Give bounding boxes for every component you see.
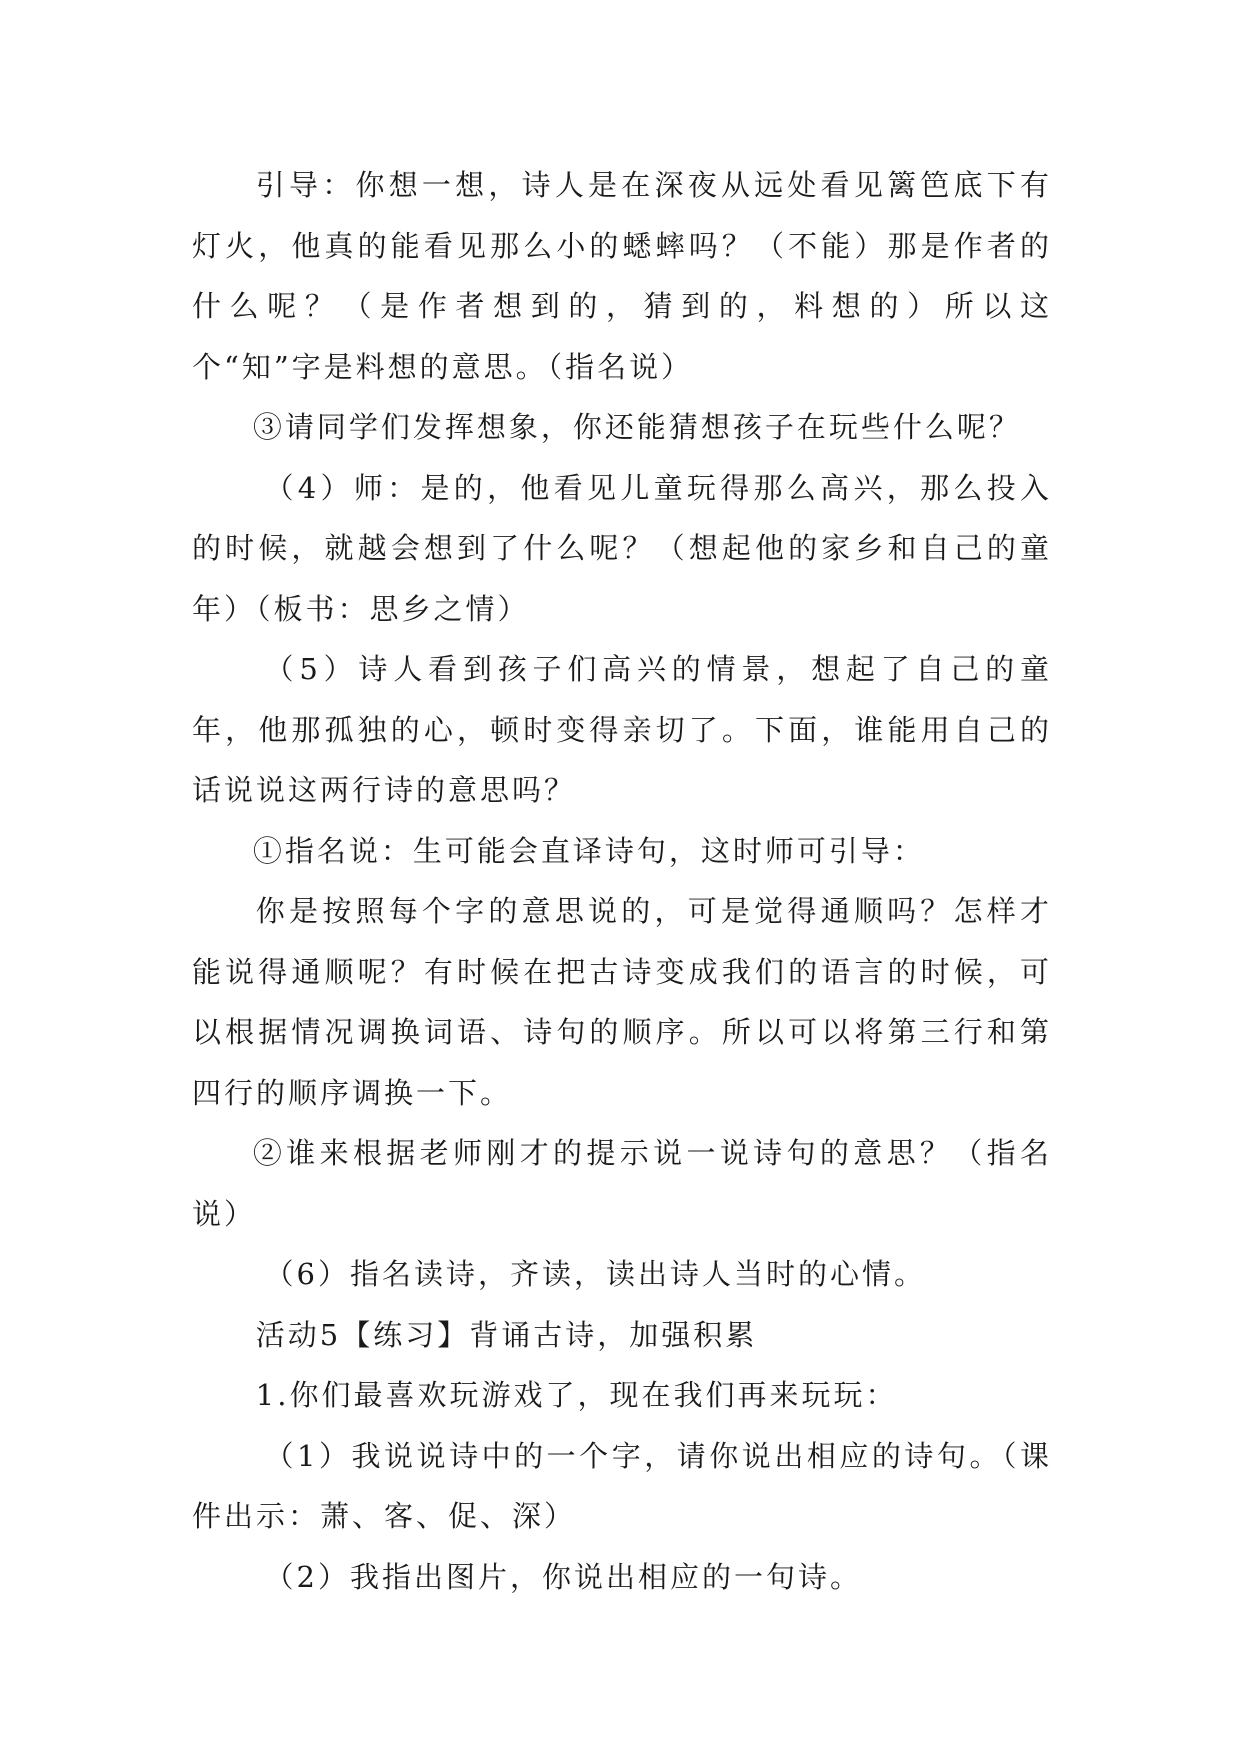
paragraph-activity-5-heading: 活动5【练习】背诵古诗，加强积累 <box>255 1317 758 1352</box>
paragraph-imagine-question: ③请同学们发挥想象，你还能猜想孩子在玩些什么呢？ <box>252 410 1021 444</box>
paragraph-step-6: （6）指名读诗，齐读，读出诗人当时的心情。 <box>264 1257 926 1291</box>
paragraph-step-5: （5）诗人看到孩子们高兴的情景，想起了自己的童年，他那孤独的心，顿时变得亲切了。下面，谁能用自己的话说说这两行诗的意思吗？ <box>192 652 1052 807</box>
paragraph-who-explains: ②谁来根据老师刚才的提示说一说诗句的意思？（指名说） <box>192 1136 1052 1231</box>
paragraph-game-step-1: （1）我说说诗中的一个字，请你说出相应的诗句。（课件出示：萧、客、促、深） <box>192 1438 1052 1533</box>
paragraph-guidance: 引导：你想一想，诗人是在深夜从远处看见篱笆底下有灯火，他真的能看见那么小的蟋蟀吗？（不能）那是作者的什么呢？（是作者想到的，猜到的，料想的）所以这个“知”字是料想的意思。（指名说） <box>192 168 1052 384</box>
paragraph-named-answer: ①指名说：生可能会直译诗句，这时师可引导： <box>252 833 925 868</box>
paragraph-game-intro: 1.你们最喜欢玩游戏了，现在我们再来玩玩： <box>255 1378 898 1412</box>
document-body <box>192 155 1052 1607</box>
paragraph-step-4: （4）师：是的，他看见儿童玩得那么高兴，那么投入的时候，就越会想到了什么呢？（想起他的家乡和自己的童年）（板书：思乡之情） <box>192 470 1052 626</box>
paragraph-game-step-2: （2）我指出图片，你说出相应的一句诗。 <box>264 1559 862 1594</box>
paragraph-fluency-guidance: 你是按照每个字的意思说的，可是觉得通顺吗？怎样才能说得通顺呢？有时候在把古诗变成我们的语言的时候，可以根据情况调换词语、诗句的顺序。所以可以将第三行和第四行的顺序调换一下。 <box>192 894 1052 1110</box>
